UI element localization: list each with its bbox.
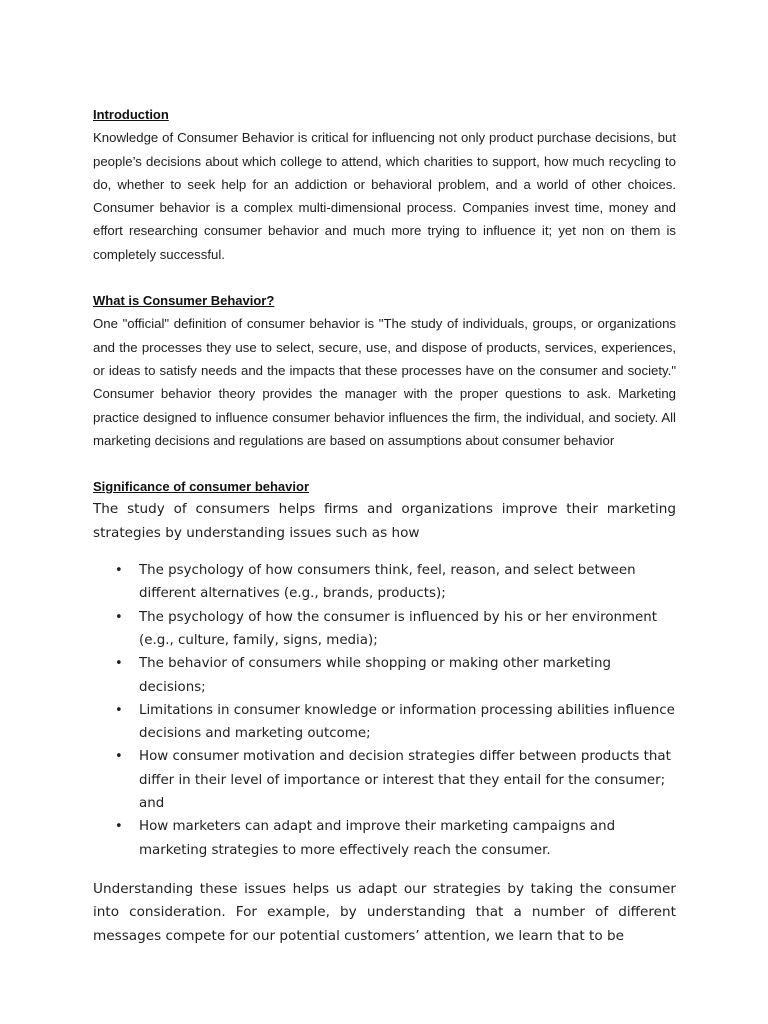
document-page — [93, 103, 676, 948]
bullet-icon: • — [115, 749, 123, 765]
introduction-paragraph: Knowledge of Consumer Behavior is critical for influencing not only product purchase decisions, but people’s decisions about which college to attend, which charities to support, how much recycling to do, whether to seek help for an addiction or behavioral problem, and a world of other choices. Consumer behavior is a complex multi-dimensional process. Companies invest time, money and effort researching consumer behavior and much more trying to influence it; yet non on them is completely successful. — [93, 130, 676, 262]
bullet-icon: • — [115, 819, 123, 835]
list-item — [93, 559, 676, 606]
list-item — [93, 815, 676, 862]
list-item-text: Limitations in consumer knowledge or information processing abilities influence decisions and marketing outcome; — [139, 702, 675, 742]
definition-section — [93, 289, 676, 452]
significance-heading: Significance of consumer behavior — [93, 479, 309, 495]
definition-heading: What is Consumer Behavior? — [93, 293, 275, 309]
significance-closing-paragraph: Understanding these issues helps us adapt our strategies by taking the consumer into consideration. For example, by understanding that a number of different messages compete for our potential customers’ attention, we learn that to be — [93, 880, 676, 944]
bullet-icon: • — [115, 656, 123, 672]
list-item-text: The behavior of consumers while shopping or making other marketing decisions; — [139, 656, 611, 695]
section-spacer — [93, 452, 676, 475]
list-item — [93, 699, 676, 746]
list-item — [93, 606, 676, 653]
list-item — [93, 652, 676, 699]
list-spacer — [93, 545, 676, 559]
list-item-text: The psychology of how consumers think, feel, reason, and select between different alternatives (e.g., brands, products); — [139, 563, 636, 602]
list-item-text: How marketers can adapt and improve their marketing campaigns and marketing strategies to more effectively reach the consumer. — [139, 819, 616, 858]
introduction-section — [93, 103, 676, 266]
bullet-icon: • — [115, 563, 123, 579]
introduction-heading: Introduction — [93, 107, 169, 122]
significance-intro-paragraph: The study of consumers helps firms and organizations improve their marketing strategies by understanding issues such as how — [93, 501, 676, 541]
section-spacer — [93, 266, 676, 289]
significance-section — [93, 475, 676, 948]
list-spacer — [93, 862, 676, 878]
bullet-icon: • — [115, 609, 123, 625]
bullet-icon: • — [115, 702, 123, 718]
definition-paragraph: One "official" definition of consumer behavior is "The study of individuals, groups, or organizations and the processes they use to select, secure, use, and dispose of products, services, experiences, or ideas to satisfy needs and the impacts that these processes have on the consumer and society." Consumer behavior theory provides the manager with the proper questions to ask. Marketing practice designed to influence consumer behavior influences the firm, the individual, and society. All marketing decisions and regulations are based on assumptions about consumer behavior — [93, 316, 676, 448]
list-item-text: How consumer motivation and decision strategies differ between products that differ in their level of importance or interest that they entail for the consumer; and — [139, 749, 671, 812]
list-item — [93, 745, 676, 815]
list-item-text: The psychology of how the consumer is influenced by his or her environment (e.g., culture, family, signs, media); — [139, 609, 658, 648]
significance-bullet-list — [93, 559, 676, 862]
